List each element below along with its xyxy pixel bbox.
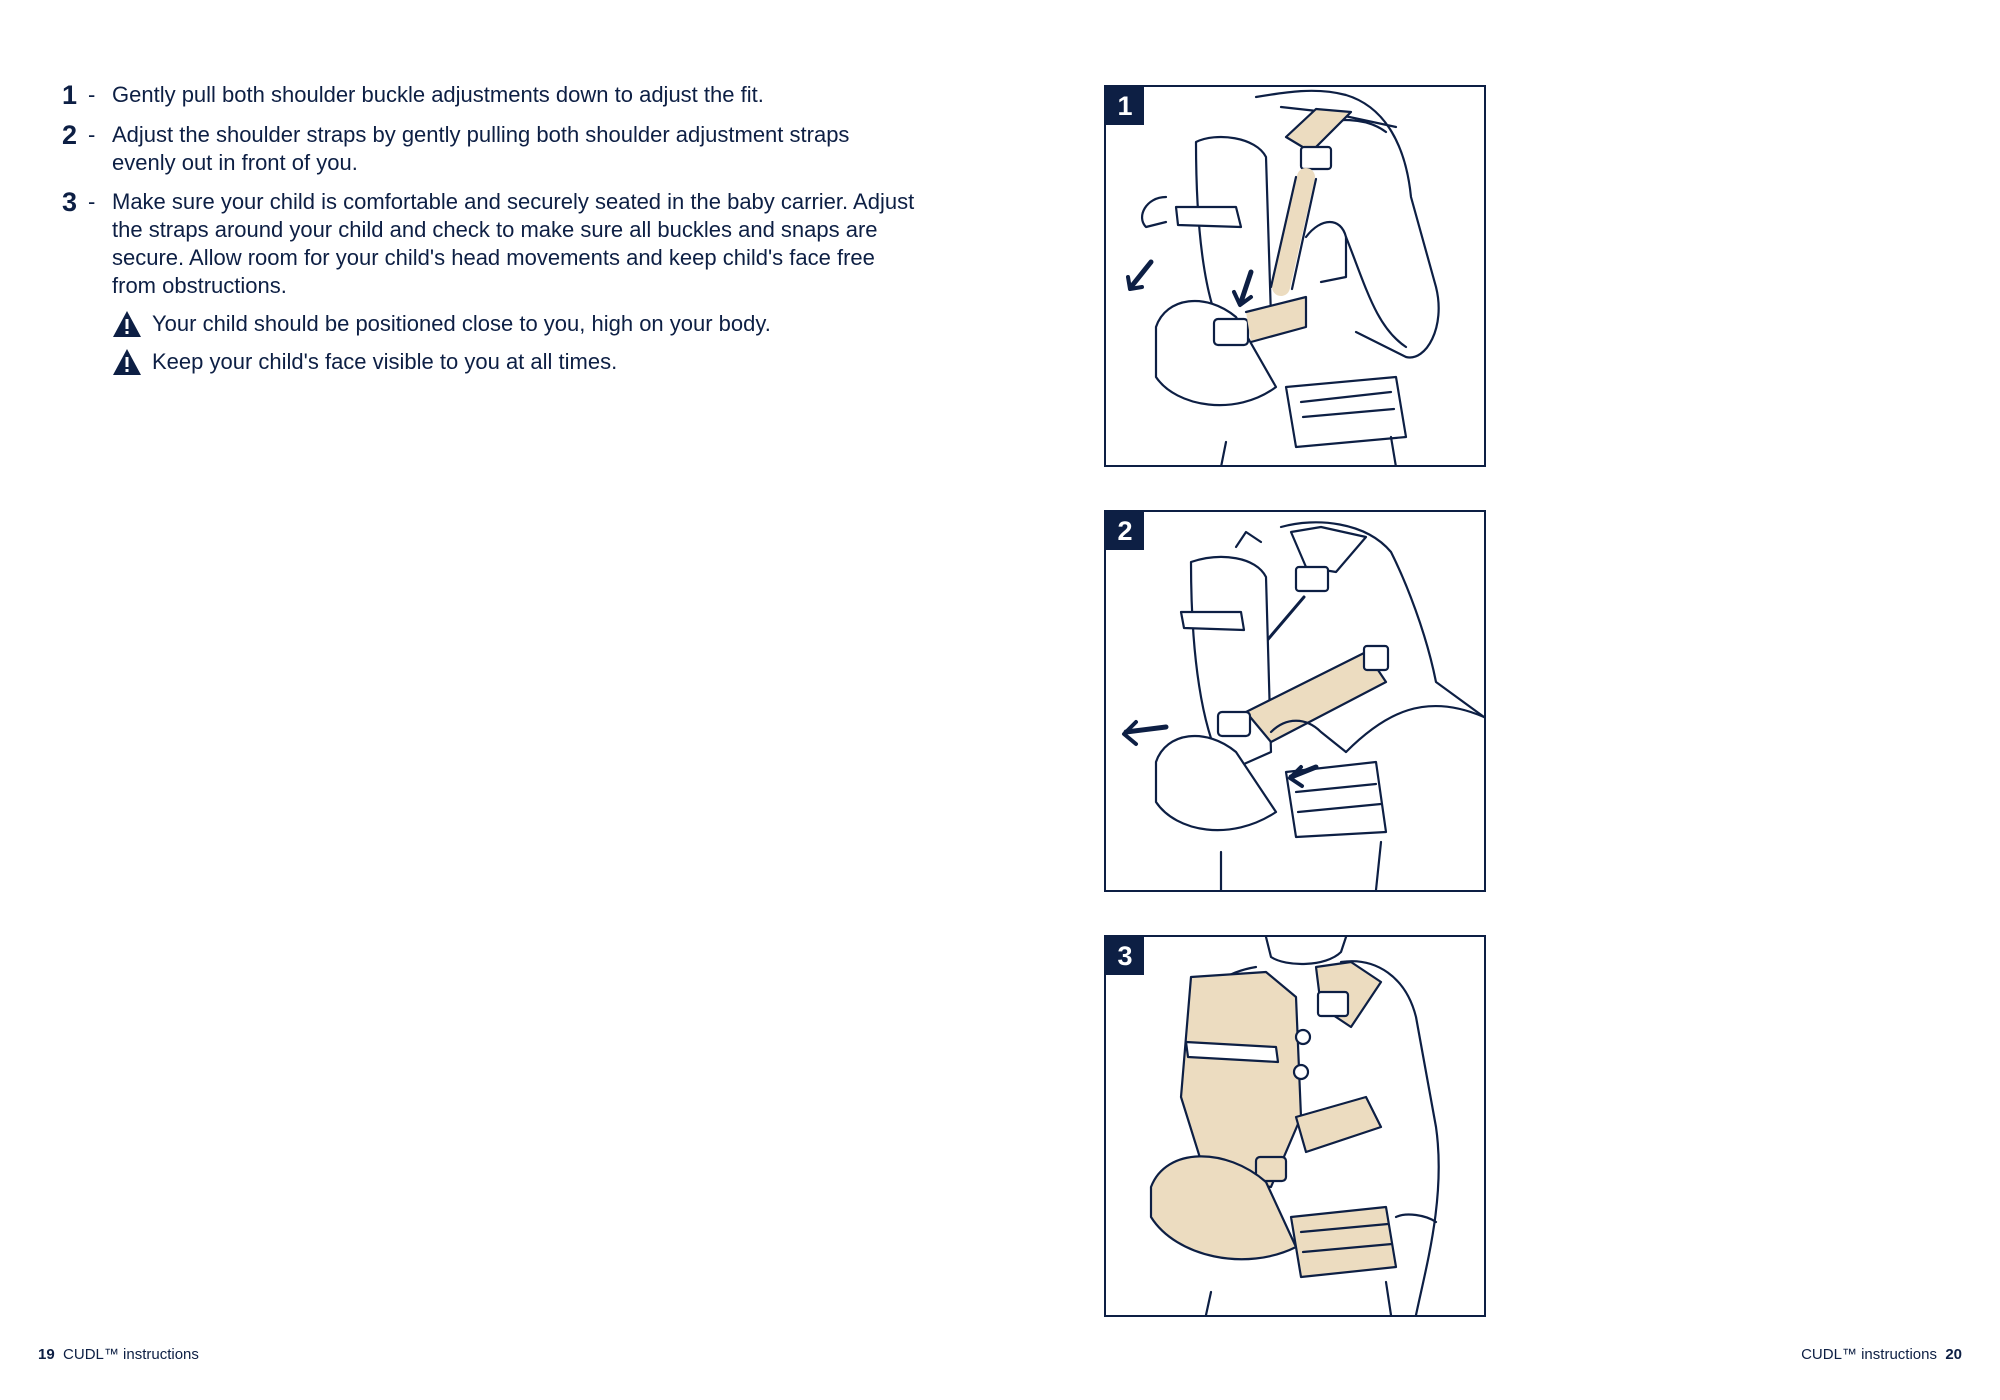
illustration-panel-1 [1104,85,1486,467]
footer-right [1801,1345,1962,1365]
warnings-list [112,310,922,376]
instruction-steps [62,80,922,386]
carrier-adjust-straps-illustration [1106,512,1484,890]
warning-text: Keep your child's face visible to you at all times. [152,349,618,374]
child-seated-in-carrier-illustration [1106,937,1484,1315]
illustration-panel-2 [1104,510,1486,892]
panel-badge: 3 [1106,937,1144,975]
warning-item [112,310,922,338]
warning-text: Your child should be positioned close to you, high on your body. [152,311,771,336]
footer-label: CUDL™ instructions [1801,1346,1937,1363]
warning-triangle-icon [112,310,142,338]
step-1 [62,80,922,110]
footer-label: CUDL™ instructions [63,1346,199,1363]
panel-badge: 2 [1106,512,1144,550]
warning-triangle-icon [112,348,142,376]
step-2 [62,120,922,177]
step-text: Adjust the shoulder straps by gently pulling both shoulder adjustment straps evenly out in front of you. [112,122,850,175]
warning-item [112,348,922,376]
step-text: Make sure your child is comfortable and securely seated in the baby carrier. Adjust the straps around your child and check to make sure all buckles and snaps are secure. Allow room for your child's head movements and keep child's face free from obstructions. [112,189,915,298]
step-text: Gently pull both shoulder buckle adjustments down to adjust the fit. [112,82,764,107]
page-number: 20 [1945,1346,1962,1363]
step-number: 1 [62,80,78,110]
carrier-adjust-shoulder-illustration [1106,87,1484,465]
step-dash: - [88,189,96,214]
page-number: 19 [38,1346,55,1363]
illustration-panel-3 [1104,935,1486,1317]
step-dash: - [88,82,96,107]
step-number: 3 [62,187,78,217]
footer-left [38,1345,199,1365]
panel-badge: 1 [1106,87,1144,125]
step-number: 2 [62,120,78,150]
step-dash: - [88,122,96,147]
step-3 [62,187,922,300]
